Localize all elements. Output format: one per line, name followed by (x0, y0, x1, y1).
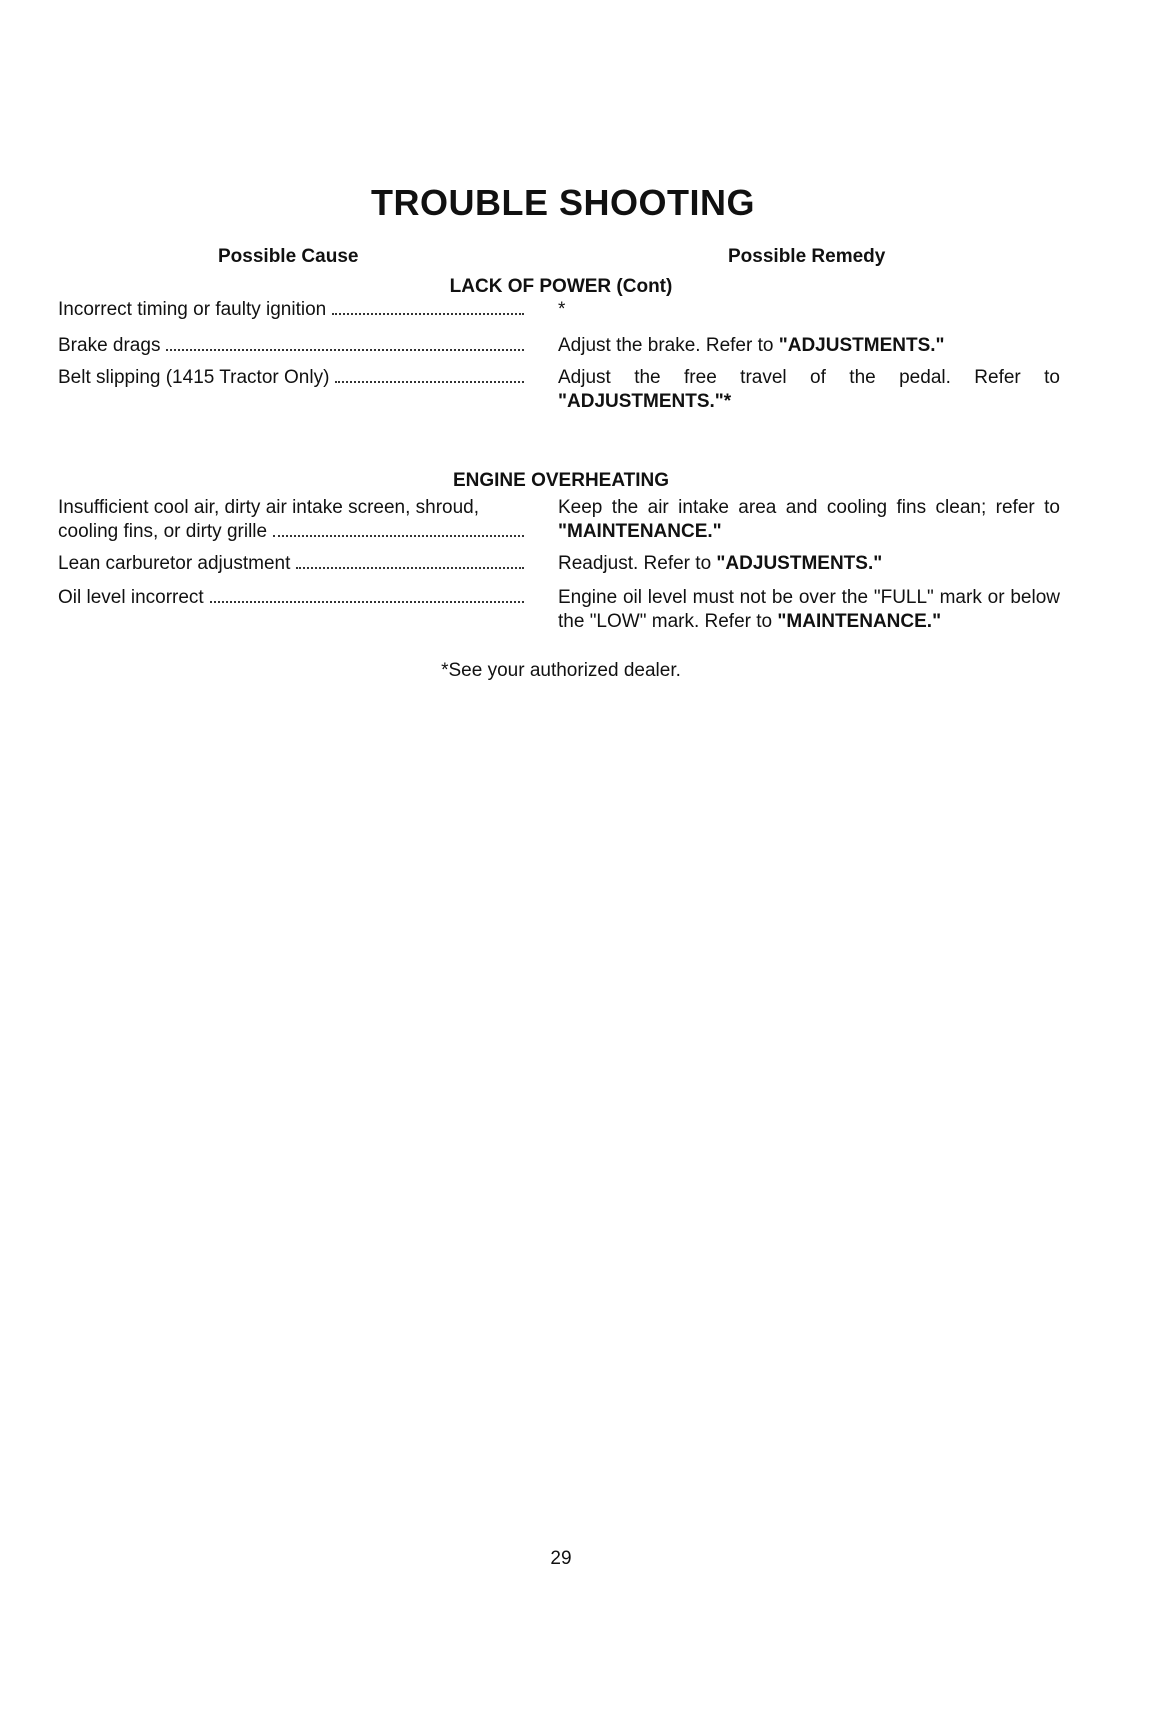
remedy-cell (558, 366, 1060, 414)
remedy-reference: "MAINTENANCE." (777, 611, 942, 632)
dot-leader (335, 381, 524, 383)
remedy-text: * (558, 299, 566, 320)
remedy-cell (558, 552, 1060, 576)
dot-leader (296, 567, 524, 569)
cause-text-line1: Insufficient cool air, dirty air intake screen, shroud, (58, 497, 480, 518)
dot-leader (332, 313, 524, 315)
cause-cell (58, 366, 524, 390)
remedy-cell (558, 334, 1060, 358)
remedy-text: Adjust the free travel of the pedal. Refer to (558, 367, 1060, 388)
cause-text: Belt slipping (1415 Tractor Only) (58, 367, 330, 388)
remedy-text: Keep the air intake area and cooling fins clean; refer to (558, 497, 1060, 518)
section-heading-lack-of-power: LACK OF POWER (Cont) (449, 276, 673, 297)
cause-text: Oil level incorrect (58, 587, 204, 608)
possible-cause-heading: Possible Cause (218, 246, 359, 267)
remedy-cell (558, 298, 1060, 322)
footnote: *See your authorized dealer. (441, 660, 681, 681)
page-number: 29 (550, 1548, 572, 1569)
page-title: TROUBLE SHOOTING (371, 182, 755, 223)
possible-remedy-heading: Possible Remedy (728, 246, 886, 267)
remedy-text: Engine oil level must not be over the "FULL" mark or below the "LOW" mark. Refer to (558, 587, 1060, 632)
cause-cell (58, 586, 524, 610)
cause-text: Incorrect timing or faulty ignition (58, 299, 327, 320)
cause-text: cooling fins, or dirty grille (58, 521, 268, 542)
dot-leader (210, 601, 524, 603)
dot-leader (166, 349, 524, 351)
cause-text: Lean carburetor adjustment (58, 553, 291, 574)
remedy-text: Readjust. Refer to (558, 553, 717, 574)
cause-cell (58, 298, 524, 322)
remedy-reference: "ADJUSTMENTS."* (558, 391, 732, 412)
cause-text: Brake drags (58, 335, 161, 356)
cause-cell (58, 334, 524, 358)
remedy-reference: "MAINTENANCE." (558, 521, 722, 542)
remedy-cell (558, 496, 1060, 544)
remedy-cell (558, 586, 1060, 634)
remedy-text: Adjust the brake. Refer to (558, 335, 779, 356)
remedy-reference: "ADJUSTMENTS." (716, 553, 883, 574)
cause-cell (58, 552, 524, 576)
dot-leader (273, 535, 524, 537)
cause-cell (58, 496, 524, 544)
section-heading-engine-overheating: ENGINE OVERHEATING (452, 470, 670, 491)
remedy-reference: "ADJUSTMENTS." (778, 335, 945, 356)
